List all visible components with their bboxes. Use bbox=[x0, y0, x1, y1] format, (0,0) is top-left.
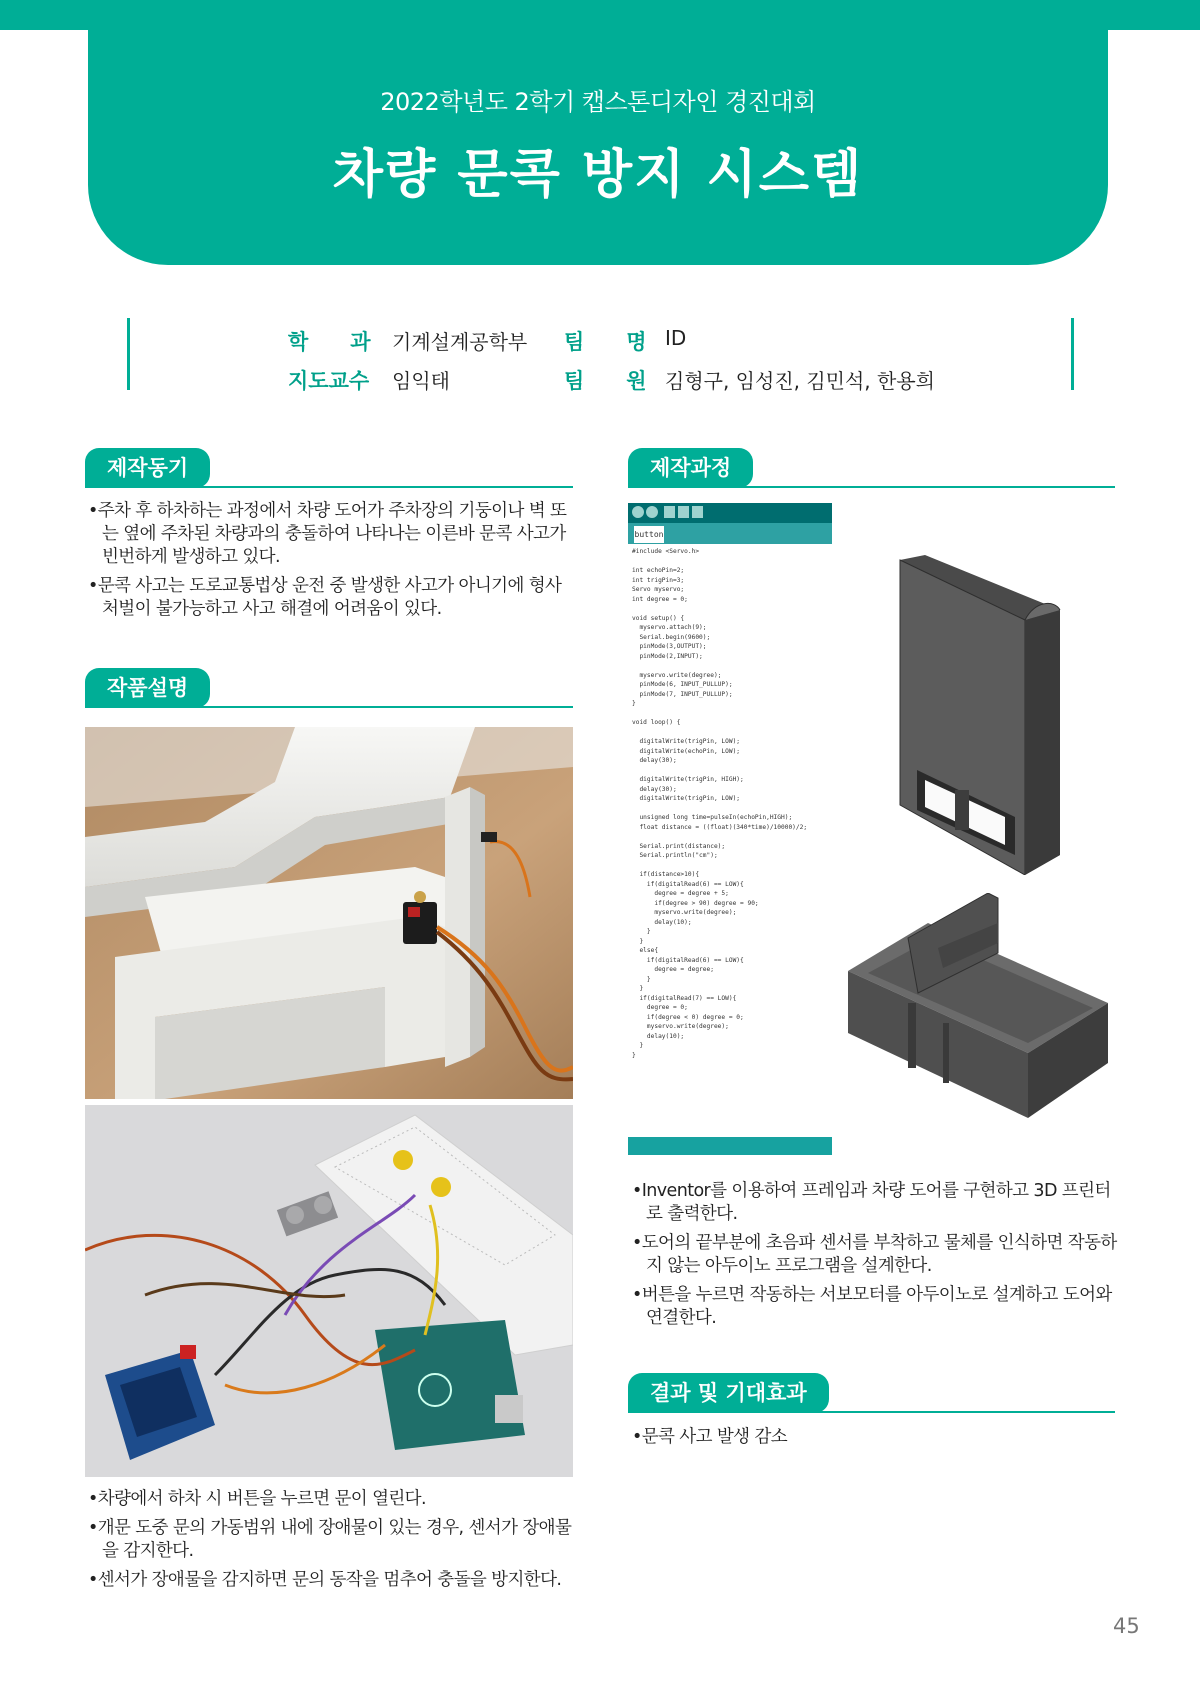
ide-tab-bar bbox=[628, 523, 832, 544]
result-heading: 결과 및 기대효과 bbox=[628, 1373, 829, 1413]
info-left-bar bbox=[127, 318, 130, 390]
frame-photo-image bbox=[85, 727, 573, 1099]
page-number: 45 bbox=[1113, 1614, 1140, 1638]
dept-value: 기계설계공학부 bbox=[392, 330, 528, 354]
verify-icon bbox=[632, 506, 644, 518]
title-banner bbox=[88, 0, 1108, 265]
arduino-code-screenshot bbox=[628, 503, 832, 1155]
circuit-photo-image bbox=[85, 1105, 573, 1477]
door-3d-model bbox=[845, 555, 1070, 875]
sketch-tab: button bbox=[634, 526, 664, 543]
open-icon bbox=[678, 506, 689, 518]
process-heading: 제작과정 bbox=[628, 448, 753, 488]
description-bullet: •차량에서 하차 시 버튼을 누르면 문이 열린다. bbox=[88, 1489, 426, 1509]
members-value: 김형구, 임성진, 김민석, 한용희 bbox=[665, 369, 935, 393]
motivation-list bbox=[88, 500, 574, 627]
advisor-value: 임익태 bbox=[392, 369, 450, 393]
result-bullet: •문콕 사고 발생 감소 bbox=[632, 1427, 788, 1447]
circuit-photo bbox=[85, 1105, 573, 1477]
motivation-heading: 제작동기 bbox=[85, 448, 210, 488]
advisor-label: 지도교수 bbox=[288, 369, 370, 393]
info-right-bar bbox=[1071, 318, 1074, 390]
frame-3d-model bbox=[848, 893, 1108, 1118]
process-rule bbox=[628, 486, 1115, 488]
members-label: 팀 원 bbox=[564, 369, 647, 393]
result-header bbox=[628, 1373, 1115, 1413]
motivation-header bbox=[85, 448, 573, 488]
motivation-bullet: •문콕 사고는 도로교통법상 운전 중 발생한 사고가 아니기에 형사 처벌이 불가능하고 사고 해결에 어려움이 있다. bbox=[88, 576, 562, 619]
motivation-bullet: •주차 후 하차하는 과정에서 차량 도어가 주차장의 기둥이나 벽 또는 옆에 주차된 차량과의 충돌하여 나타나는 이른바 문콕 사고가 빈번하게 발생하고 있다. bbox=[88, 501, 567, 567]
sketch-code: #include <Servo.h> int echoPin=2; int trigPin=3; Servo myservo; int degree = 0; void setup() { myservo.attach(9); Serial.begin(9600); pinMode(3,OUTPUT); pinMode(2,INPUT); myservo.write(degree); pinMode(6, INPUT_PULLUP); pinMode(7, INPUT_PULLUP); } void loop() { digitalWrite(trigPin, LOW); digitalWrite(echoPin, LOW); delay(30); digitalWrite(trigPin, HIGH); delay(30); digitalWrite(trigPin, LOW); unsigned long time=pulseIn(echoPin,HIGH); float distance = ((float)(340*time)/10000)/2; Serial.print(distance); Serial.println("cm"); if(distance>10){ if(digitalRead(6) == LOW){ degree = degree + 5; if(degree > 90) degree = 90; myservo.write(degree); delay(10); } } else{ if(digitalRead(6) == LOW){ degree = degree; } } if(digitalRead(7) == LOW){ degree = 0; if(degree < 0) degree = 0; myservo.write(degree); delay(10); } } bbox=[632, 548, 808, 1059]
description-heading: 작품설명 bbox=[85, 668, 210, 708]
description-header bbox=[85, 668, 573, 708]
ide-toolbar bbox=[628, 503, 832, 523]
process-list bbox=[632, 1180, 1118, 1336]
dept-label: 학 과 bbox=[288, 330, 371, 354]
process-bullet: •도어의 끝부분에 초음파 센서를 부착하고 물체를 인식하면 작동하지 않는 아두이노 프로그램을 설계한다. bbox=[632, 1233, 1117, 1276]
team-label: 팀 명 bbox=[564, 330, 647, 354]
prototype-frame-photo bbox=[85, 727, 573, 1099]
description-bullet: •센서가 장애물을 감지하면 문의 동작을 멈추어 충돌을 방지한다. bbox=[88, 1570, 562, 1590]
page-title: 차량 문콕 방지 시스템 bbox=[332, 145, 864, 205]
description-list bbox=[88, 1488, 576, 1598]
new-icon bbox=[664, 506, 675, 518]
save-icon bbox=[692, 506, 703, 518]
event-subtitle: 2022학년도 2학기 캡스톤디자인 경진대회 bbox=[380, 88, 816, 116]
process-bullet: •버튼을 누르면 작동하는 서보모터를 아두이노로 설계하고 도어와 연결한다. bbox=[632, 1285, 1112, 1328]
process-bullet: •Inventor를 이용하여 프레임과 차량 도어를 구현하고 3D 프린터로 출력한다. bbox=[632, 1181, 1111, 1224]
team-value: ID bbox=[665, 326, 687, 350]
motivation-rule bbox=[85, 486, 573, 488]
process-header bbox=[628, 448, 1115, 488]
result-list bbox=[632, 1426, 1118, 1455]
ide-status-bar bbox=[628, 1137, 832, 1155]
description-bullet: •개문 도중 문의 가동범위 내에 장애물이 있는 경우, 센서가 장애물을 감지한다. bbox=[88, 1518, 572, 1561]
result-rule bbox=[628, 1411, 1115, 1413]
description-rule bbox=[85, 706, 573, 708]
upload-icon bbox=[646, 506, 658, 518]
